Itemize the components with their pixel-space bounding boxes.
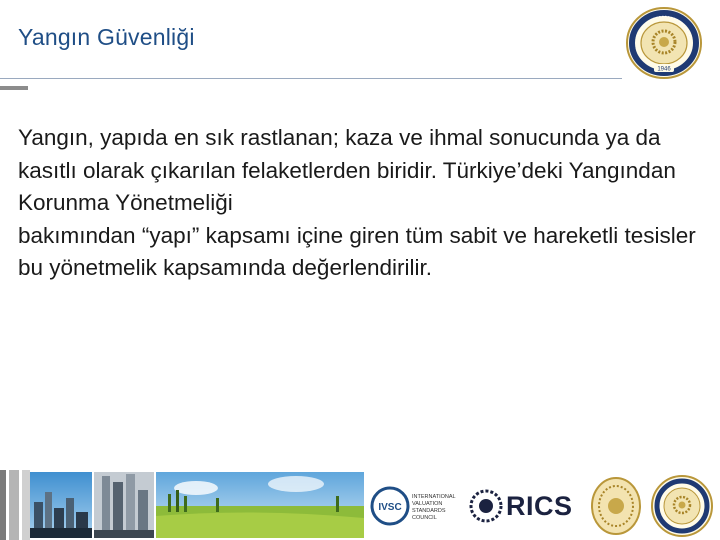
- ivsc-caption: INTERNATIONAL VALUATION STANDARDS COUNCIL: [412, 494, 456, 521]
- slide-title: Yangın Güvenliği: [18, 24, 195, 50]
- svg-text:IVSC: IVSC: [378, 502, 402, 513]
- body-paragraph: Yangın, yapıda en sık rastlanan; kaza ve ihmal sonucunda ya da kasıtlı olarak çıkarılan felaketlerden biridir. Türkiye’deki Yangından Korunma Yönetmeliği: [18, 125, 676, 215]
- footer-edge-bar: [22, 470, 30, 540]
- body-text: [18, 122, 698, 285]
- city-skyline-photo: [30, 472, 92, 538]
- skyscraper-photo: [94, 472, 154, 538]
- rics-lion-icon: [468, 488, 504, 524]
- ivsc-logo: [370, 486, 410, 526]
- university-seal-logo: [624, 6, 704, 80]
- footer-edge-bar: [9, 470, 19, 540]
- footer-edge-bar: [0, 470, 6, 540]
- header-accent-bar: [0, 86, 28, 90]
- gold-seal-logo: [590, 476, 642, 536]
- landscape-photo: [156, 472, 364, 538]
- sponsor-logos: [366, 472, 720, 538]
- rics-logo-text: RICS: [506, 491, 573, 521]
- svg-text:1946: 1946: [657, 66, 671, 73]
- body-paragraph: bakımından “yapı” kapsamı içine giren tüm sabit ve hareketli tesisler bu yönetmelik kapsamında değerlendirilir.: [18, 222, 696, 280]
- header-divider: [0, 78, 622, 79]
- footer-strip: [0, 470, 720, 540]
- university-seal-logo-small: [650, 474, 714, 538]
